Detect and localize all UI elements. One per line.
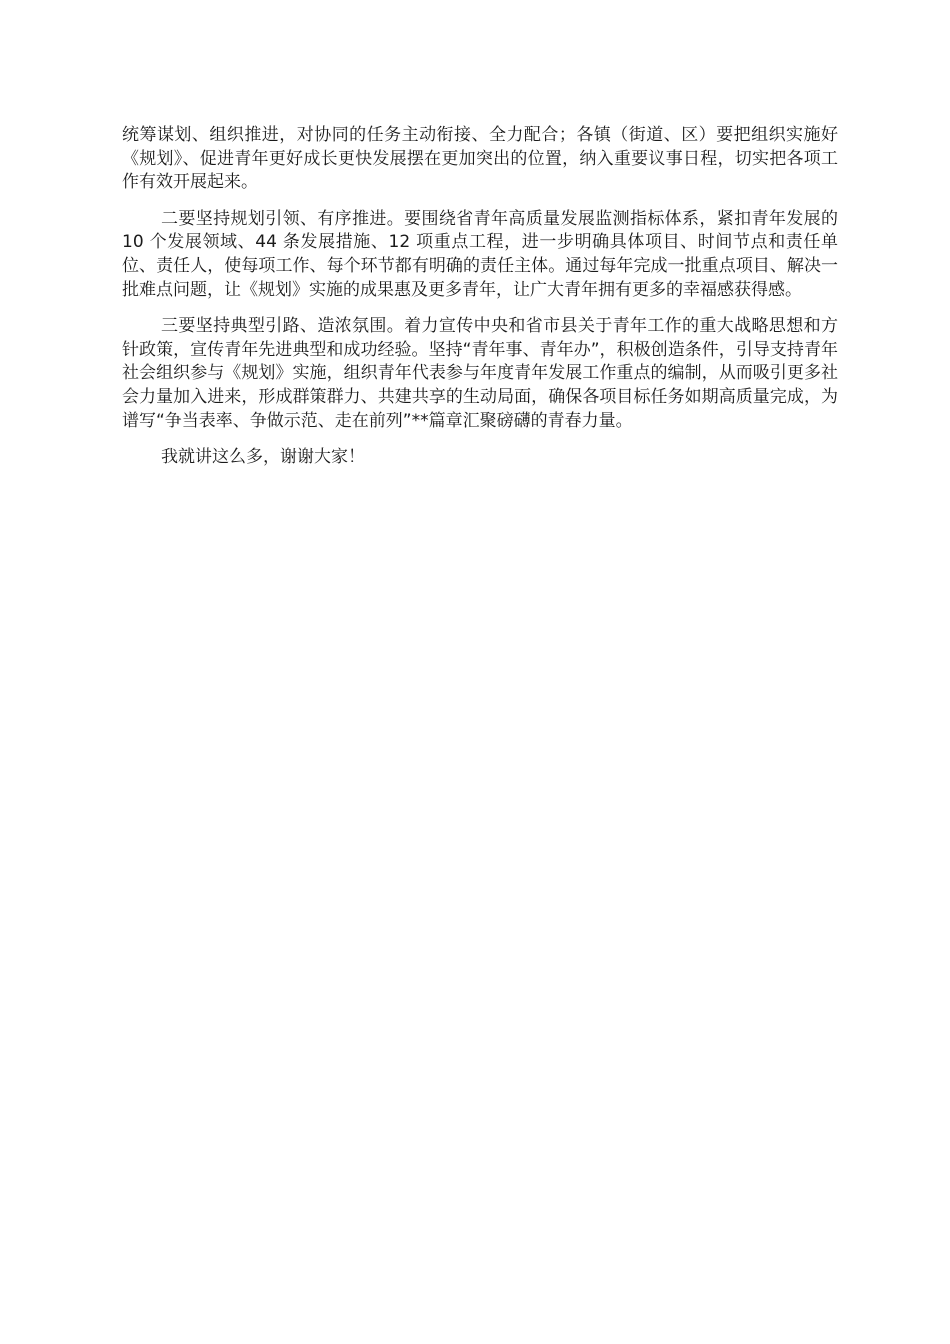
document-body (122, 124, 838, 483)
paragraph-model-leading: 三要坚持典型引路、造浓氛围。着力宣传中央和省市县关于青年工作的重大战略思想和方针政策，宣传青年先进典型和成功经验。坚持“青年事、青年办”，积极创造条件，引导支持青年社会组织参与《规划》实施，组织青年代表参与年度青年发展工作重点的编制，从而吸引更多社会力量加入进来，形成群策群力、共建共享的生动局面，确保各项目标任务如期高质量完成，为谱写“争当表率、争做示范、走在前列”**篇章汇聚磅礴的青春力量。 (122, 316, 838, 431)
paragraph-planning-guidance: 二要坚持规划引领、有序推进。要围绕省青年高质量发展监测指标体系，紧扣青年发展的 10 个发展领域、44 条发展措施、12 项重点工程，进一步明确具体项目、时间节点和责任单位、责任人，使每项工作、每个环节都有明确的责任主体。通过每年完成一批重点项目、解决一批难点问题，让《规划》实施的成果惠及更多青年，让广大青年拥有更多的幸福感获得感。 (122, 208, 838, 300)
paragraph-closing-remark: 我就讲这么多，谢谢大家！ (161, 447, 365, 468)
paragraph-continuation: 统筹谋划、组织推进，对协同的任务主动衔接、全力配合；各镇（街道、区）要把组织实施好《规划》、促进青年更好成长更快发展摆在更加突出的位置，纳入重要议事日程，切实把各项工作有效开展起来。 (122, 125, 838, 193)
